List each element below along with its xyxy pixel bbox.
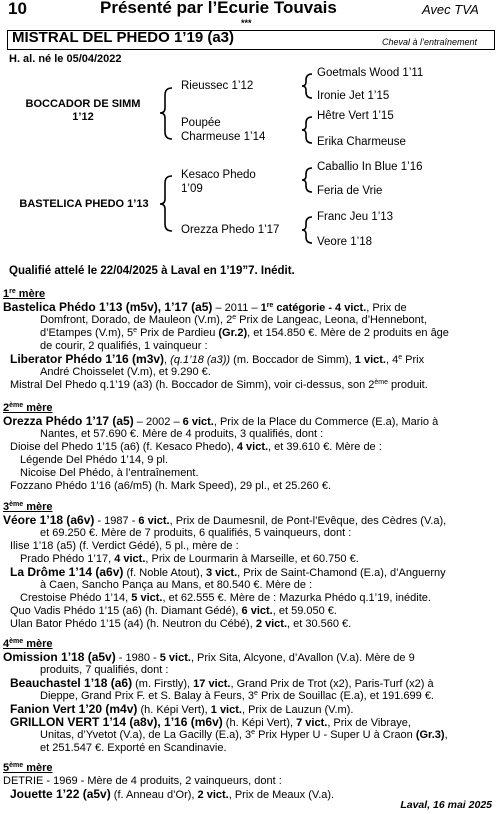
text-line: et 251.547 €. Exporté en Scandinavie. [40,742,227,754]
dam-line: Orezza Phédo 1’17 (a5) – 2002 – 6 vict., Prix de la Place du Commerce (E.a), Mario à [3,414,439,428]
text-line: Domfront, Dorado, de Mauleon (V.m), 2e Prix de Langeac, Leona, d’Hennebont, [40,314,427,326]
text-line: produits, 7 qualifiés, dont : [40,664,169,676]
text-line: à Caen, Sancho Pança au Mans, et 80.540 €. Mère de : [40,579,313,591]
pedigree-g3-1: Goetmals Wood 1’11 [317,67,424,79]
offspring-line: GRILLON VERT 1’14 (a8v), 1’16 (m6v) (h. Képi Vert), 7 vict., Prix de Vibraye, [10,715,411,729]
offspring-line: Jouette 1’22 (a5v) (f. Anneau d’Or), 2 vict., Prix de Meaux (V.a). [10,787,335,801]
offspring-line: La Drôme 1’14 (a6v) (f. Noble Atout), 3 vict., Prix de Saint-Chamond (E.a), d’Anguerny [10,565,446,579]
offspring-line: Prado Phédo 1’17, 4 vict., Prix de Lourmarin à Marseille, et 60.750 €. [20,553,359,565]
pedigree-sire: BOCCADOR DE SIMM 1’12 [25,98,141,123]
offspring-line: Mistral Del Phedo q.1’19 (a3) (h. Boccador de Simm), voir ci-dessus, son 2ème produit. [10,379,428,391]
tva-label: Avec TVA [422,2,479,17]
dam-line: Véore 1’18 (a6v) - 1987 - 6 vict., Prix de Daumesnil, de Pont-l’Evêque, des Cèdres (V.a), [3,513,447,527]
presenter-title: Présenté par l’Ecurie Touvais [100,0,337,17]
offspring-line: Crestoise Phédo 1’14, 5 vict., et 62.555 €. Mère de : Mazurka Phédo q.1’19, inédite. [20,592,431,604]
section-title: 3ème mère [3,501,53,513]
dam-line: Bastelica Phédo 1’13 (m5v), 1’17 (a5) – 2011 – 1re catégorie - 4 vict., Prix de [3,300,407,314]
horse-status: Cheval à l’entraînement [382,37,478,47]
pedigree-g3-8: Veore 1’18 [317,236,372,248]
dam-line: Omission 1’18 (a5v) - 1980 - 5 vict., Prix Sita, Alcyone, d’Avallon (V.a). Mère de 9 [3,650,415,664]
section-title: 2ème mère [3,402,53,414]
section-title: 1re mère [3,288,46,300]
offspring-line: Beauchastel 1’18 (a6) (m. Firstly), 17 vict., Grand Prix de Trot (x2), Paris-Turf (x2) à [10,676,434,690]
pedigree-sire-dam: Poupée Charmeuse 1’14 [181,117,266,143]
text-line: d’Etampes (V.m), 5e Prix de Pardieu (Gr.2), et 154.850 €. Mère de 2 produits en âge [40,327,449,339]
text-line: et 69.250 €. Mère de 7 produits, 6 qualifiés, 5 vainqueurs, dont : [40,527,352,539]
offspring-line: Nicoise Del Phédo, à l’entraînement. [20,467,199,479]
qualification-line: Qualifié attelé le 22/04/2025 à Laval en 1’19”7. Inédit. [9,265,295,277]
pedigree-dam-dam: Orezza Phedo 1’17 [181,224,280,236]
horse-name: MISTRAL DEL PHEDO 1’19 (a3) [12,29,234,46]
pedigree-g3-5: Caballio In Blue 1’16 [317,161,423,173]
section-title: 4ème mère [3,638,53,650]
pedigree-g3-3: Hêtre Vert 1’15 [317,110,394,122]
offspring-line: Fozzano Phédo 1’16 (a6/m5) (h. Mark Speed), 29 pl., et 25.260 €. [10,480,332,492]
birth-info: H. al. né le 05/04/2022 [9,53,122,65]
offspring-line: Ilise 1’18 (a5) (f. Verdict Gédé), 5 pl., mère de : [10,540,239,552]
text-line: Dieppe, Grand Prix F. et S. Balay à Feurs, 3e Prix de Souillac (E.a), et 191.699 €. [40,690,434,702]
offspring-line: Quo Vadis Phédo 1’15 (a6) (h. Diamant Gédé), 6 vict., et 59.050 €. [10,605,337,617]
dam-line: DETRIE - 1969 - Mère de 4 produits, 2 vainqueurs, dont : [3,775,282,787]
race-number: 10 [8,0,27,18]
pedigree-dam-sire: Kesaco Phedo 1’09 [181,169,256,195]
text-line: Nantes, et 57.690 €. Mère de 4 produits, 3 qualifiés, dont : [40,428,324,440]
text-line: Unitas, d’Yvetot (V.a), de La Gacilly (E.a), 3e Prix Hyper U - Super U à Craon (Gr.3), [40,729,448,741]
section-title: 5ème mère [3,762,53,774]
offspring-line: Ulan Bator Phédo 1’15 (a4) (h. Neutron du Cébé), 2 vict., et 30.560 €. [10,618,352,630]
text-line: de courir, 2 qualifiés, 1 vainqueur : [40,340,208,352]
offspring-line: Liberator Phédo 1’16 (m3v), (q.1’18 (a3)) (m. Boccador de Simm), 1 vict., 4e Prix [10,352,425,366]
offspring-line: Fanion Vert 1’20 (m4v) (h. Képi Vert), 1 vict., Prix de Lauzun (V.m). [10,702,354,716]
offspring-line: Dioise del Phedo 1’15 (a6) (f. Kesaco Phedo), 4 vict., et 39.610 €. Mère de : [10,441,382,453]
footer-date: Laval, 16 mai 2025 [400,799,492,811]
separator-stars: *** [241,18,252,28]
pedigree-g3-7: Franc Jeu 1’13 [317,211,394,223]
pedigree-g3-2: Ironie Jet 1’15 [317,90,390,102]
pedigree-sire-sire: Rieussec 1’12 [181,80,254,92]
text-line: André Choisselet (V.m), et 9.290 €. [40,366,211,378]
pedigree-g3-6: Feria de Vrie [317,185,383,197]
offspring-line: Légende Del Phédo 1’14, 9 pl. [20,454,169,466]
pedigree-dam: BASTELICA PHEDO 1’13 [19,198,149,210]
pedigree-g3-4: Erika Charmeuse [317,136,406,148]
